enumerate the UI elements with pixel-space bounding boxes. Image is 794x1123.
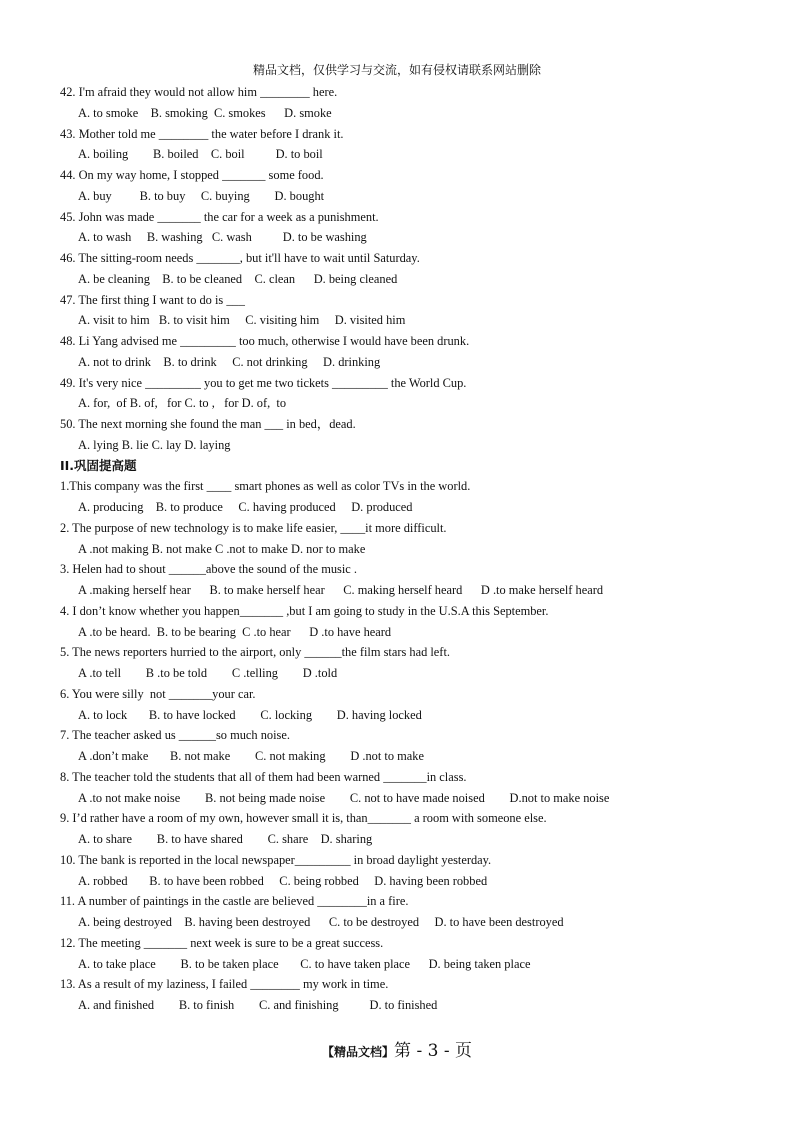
- answer-options: A. not to drink B. to drink C. not drinking D. drinking: [78, 354, 381, 369]
- answer-options: A. to wash B. washing C. wash D. to be washing: [78, 230, 367, 245]
- answer-options: A. to smoke B. smoking C. smokes D. smoke: [78, 105, 332, 120]
- question-text: 9. I’d rather have a room of my own, however small it is, than_______ a room with someone else.: [60, 811, 547, 826]
- question-text: 11. A number of paintings in the castle are believed ________in a fire.: [60, 894, 409, 909]
- answer-options: A .to tell B .to be told C .telling D .told: [78, 666, 338, 680]
- question-text: 42. I'm afraid they would not allow him ________ here.: [60, 85, 338, 99]
- question-text: 7. The teacher asked us ______so much noise.: [60, 728, 290, 743]
- question-text: 45. John was made _______ the car for a week as a punishment.: [60, 209, 379, 224]
- exercise-content: [60, 82, 760, 1016]
- answer-options: A. to share B. to have shared C. share D. sharing: [78, 832, 373, 846]
- question-text: 44. On my way home, I stopped _______ some food.: [60, 168, 324, 182]
- answer-options: A .making herself hear B. to make herself hear C. making herself heard D .to make herself heard: [78, 583, 604, 597]
- question-text: 6. You were silly not _______your car.: [60, 686, 256, 701]
- page-number: 第 - 3 - 页: [394, 1041, 472, 1061]
- footer-tag: 【精品文档】: [322, 1045, 395, 1059]
- answer-options: A .to be heard. B. to be bearing C .to hear D .to have heard: [78, 624, 392, 639]
- answer-options: A. buy B. to buy C. buying D. bought: [78, 188, 325, 203]
- answer-options: A. producing B. to produce C. having produced D. produced: [78, 500, 413, 514]
- answer-options: A. to take place B. to be taken place C. to have taken place D. being taken place: [78, 956, 531, 971]
- question-text: 49. It's very nice _________ you to get me two tickets _________ the World Cup.: [60, 375, 467, 390]
- answer-options: A .to not make noise B. not being made noise C. not to have made noised D.not to make noise: [78, 790, 610, 805]
- question-text: 47. The first thing I want to do is ___: [60, 292, 245, 307]
- question-text: 12. The meeting _______ next week is sure to be a great success.: [60, 935, 384, 950]
- section-heading: II.巩固提高题: [60, 457, 137, 473]
- question-text: 13. As a result of my laziness, I failed ________ my work in time.: [60, 977, 389, 992]
- answer-options: A. for, of B. of, for C. to , for D. of, to: [78, 396, 287, 411]
- page-header: 精品文档，仅供学习与交流，如有侵权请联系网站删除: [252, 63, 541, 77]
- question-text: 5. The news reporters hurried to the airport, only ______the film stars had left.: [60, 645, 450, 660]
- question-text: 3. Helen had to shout ______above the sound of the music .: [60, 562, 357, 577]
- answer-options: A. lying B. lie C. lay D. laying: [78, 437, 231, 452]
- answer-options: A. boiling B. boiled C. boil D. to boil: [78, 147, 323, 162]
- question-text: 50. The next morning she found the man ___ in bed，dead.: [60, 417, 356, 431]
- question-text: 10. The bank is reported in the local newspaper_________ in broad daylight yesterday.: [60, 852, 492, 867]
- page-footer: [0, 1036, 794, 1061]
- answer-options: A. visit to him B. to visit him C. visiting him D. visited him: [78, 313, 406, 328]
- question-text: 4. I don’t know whether you happen_______ ,but I am going to study in the U.S.A this September.: [60, 603, 549, 618]
- answer-options: A. be cleaning B. to be cleaned C. clean D. being cleaned: [78, 271, 398, 286]
- question-text: 46. The sitting-room needs _______, but it'll have to wait until Saturday.: [60, 251, 420, 265]
- answer-options: A .not making B. not make C .not to make D. nor to make: [78, 541, 366, 556]
- answer-options: A .don’t make B. not make C. not making D .not to make: [78, 749, 424, 763]
- answer-options: A. and finished B. to finish C. and finishing D. to finished: [78, 998, 438, 1012]
- question-text: 2. The purpose of new technology is to make life easier, ____it more difficult.: [60, 520, 447, 535]
- question-text: 43. Mother told me ________ the water before I drank it.: [60, 126, 344, 141]
- question-text: 8. The teacher told the students that all of them had been warned _______in class.: [60, 769, 467, 784]
- answer-options: A. to lock B. to have locked C. locking D. having locked: [78, 707, 422, 722]
- answer-options: A. being destroyed B. having been destroyed C. to be destroyed D. to have been destroyed: [78, 915, 564, 929]
- question-text: 1.This company was the first ____ smart phones as well as color TVs in the world.: [60, 479, 471, 494]
- answer-options: A. robbed B. to have been robbed C. being robbed D. having been robbed: [78, 873, 488, 888]
- question-text: 48. Li Yang advised me _________ too much, otherwise I would have been drunk.: [60, 334, 470, 348]
